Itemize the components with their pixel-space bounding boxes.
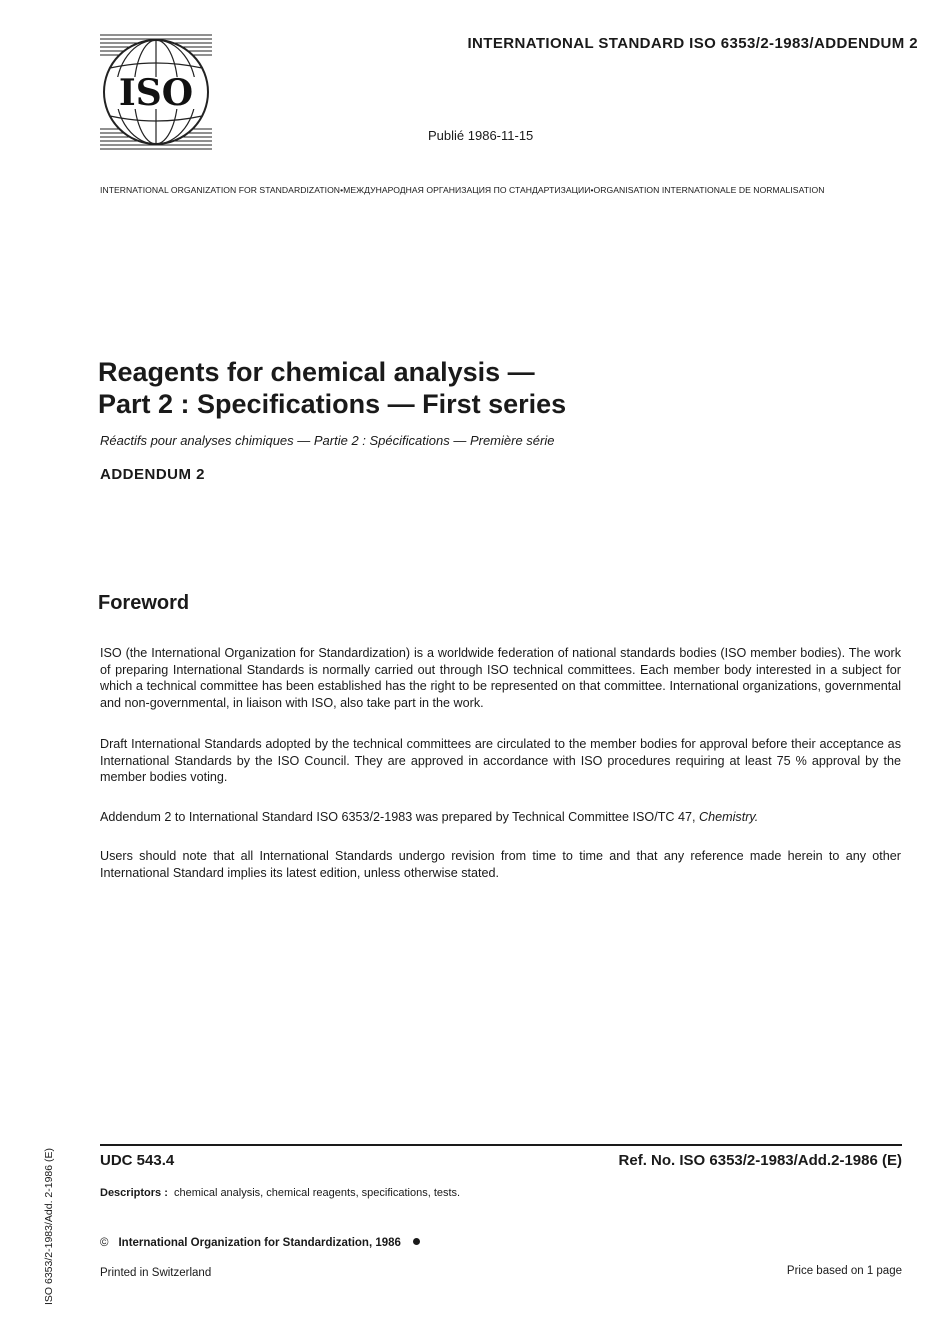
foreword-paragraph-3 [100, 809, 901, 826]
copyright-line [100, 1237, 420, 1249]
descriptors [100, 1187, 460, 1199]
descriptors-label: Descriptors : [100, 1187, 168, 1199]
document-title-line-2: Part 2 : Specifications — First series [98, 389, 567, 419]
committee-name: Chemistry. [699, 810, 759, 824]
organization-line: INTERNATIONAL ORGANIZATION FOR STANDARDIZATION•МЕЖДУНАРОДНАЯ ОРГАНИЗАЦИЯ ПО СТАНДАРТИЗАЦИИ•ORGANISATION INTERNATIONALE DE NORMALISATION [100, 185, 825, 195]
paragraph-3-text: Addendum 2 to International Standard ISO 6353/2-1983 was prepared by Technical Committee ISO/TC 47, [100, 810, 700, 824]
reference-number: Ref. No. ISO 6353/2-1983/Add.2-1986 (E) [618, 1152, 902, 1169]
copyright-icon: © [100, 1237, 109, 1249]
foreword-paragraph-1: ISO (the International Organization for Standardization) is a worldwide federation of national standards bodies (ISO member bodies). The work of preparing International Standards is normally carried out through ISO technical committees. Each member body interested in a subject for which a technical committee has been established has the right to be represented on that committee. International organizations, governmental and non-governmental, in liaison with ISO, also take part in the work. [100, 646, 901, 710]
printed-location: Printed in Switzerland [100, 1267, 212, 1279]
price-note: Price based on 1 page [786, 1265, 902, 1277]
iso-logo-text: ISO [118, 72, 194, 114]
french-title: Réactifs pour analyses chimiques — Partie 2 : Spécifications — Première série [100, 433, 555, 448]
descriptors-value: chemical analysis, chemical reagents, specifications, tests. [173, 1187, 461, 1199]
foreword-paragraph-4: Users should note that all International Standards undergo revision from time to time and that any reference made herein to any other International Standard implies its latest edition, unless otherwise stated. [100, 849, 901, 880]
footer-divider [100, 1144, 902, 1146]
document-title-line-1: Reagents for chemical analysis — [98, 357, 535, 387]
side-reference-code: ISO 6353/2-1983/Add. 2-1986 (E) [43, 1147, 55, 1305]
foreword-heading: Foreword [98, 592, 190, 614]
bullet-icon [413, 1238, 420, 1245]
iso-logo [100, 33, 212, 151]
iso-globe-logo-icon [100, 33, 212, 151]
copyright-text: International Organization for Standardization, 1986 [118, 1237, 401, 1249]
document-standard-title: INTERNATIONAL STANDARD ISO 6353/2-1983/ADDENDUM 2 [467, 35, 918, 52]
foreword-paragraph-2: Draft International Standards adopted by the technical committees are circulated to the member bodies for approval before their acceptance as International Standards by the ISO Council. They are approved in accordance with ISO procedures requiring at least 75 % approval by the member bodies voting. [100, 737, 901, 785]
publication-date: Publié 1986-11-15 [428, 128, 534, 143]
udc-number: UDC 543.4 [100, 1152, 175, 1169]
addendum-label: ADDENDUM 2 [100, 466, 206, 483]
